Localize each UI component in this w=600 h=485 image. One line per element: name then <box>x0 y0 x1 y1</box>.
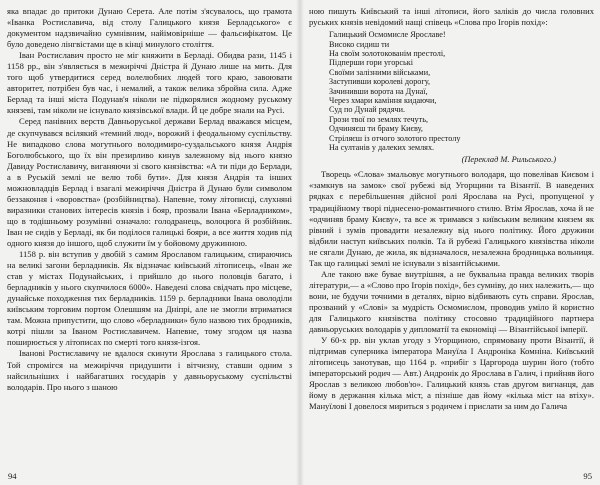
poem-line-2: Високо сидиш ти <box>329 39 390 49</box>
left-paragraph-2: Іван Ростиславич просто не міг княжити в Берладі. Обидва рази, 1145 і 1158 рр., він з'являється в межиріччі Дністра й Дунаю лише на мить. Для того щоб утвердитися серед волелюбних людей того краю, завоювати авторитет, потрібен був час, і немалий, а також велика збройна сила. Адже Берлад та інші міста Подунав'я ніколи не підкорялися жодному руському князеві, там ніколи не існувало князівської влади. Й це добре знали на Русі. <box>7 50 292 116</box>
poem-line-5: Своїми залізними військами, <box>329 67 431 77</box>
right-page <box>300 0 600 485</box>
poem-line-12: Стріляєш із отчого золотого престолу <box>329 133 461 143</box>
right-paragraph-1: Творець «Слова» змальовує могутнього володаря, що повелівав Києвом і «замкнув на замок» свої рубежі від Угорщини та Візантії. В наведених рядках є перебільшення дійсної ролі Ярослава на Русі, пропущеної у традиційному творі піднесено-романтичного стилю. Втім Ярослав, хоча й не «одчиняв браму Києву», та все ж тримався з київським великим князем як рівний і зумів провадити незалежну від нього політику. Його дружини відбили наступ київських полків. Та й рубежі Галицького князівства ніколи не сягали Дунаю, де жила, як відзначалося, незалежна бродницька вольниця. Так що галицькі землі не існували з візантійськими. <box>309 169 594 268</box>
poem-line-7: Зачинивши ворота на Дунаї, <box>329 86 428 96</box>
poem-line-9: Суд по Дунай рядячи. <box>329 105 406 115</box>
poem-line-10: Грози твої по землях течуть, <box>329 114 429 124</box>
poem-line-1: Галицький Осмомисле Ярославе! <box>329 30 446 40</box>
translator-credit: (Переклад М. Рильського.) <box>461 155 556 165</box>
left-paragraph-5: Іванові Ростиславичу не вдалося скинути Ярослава з галицького стола. Той спромігся на межиріччя придушити і вітчизну, ставши одним з найсильніших і найбагатших государів у давньоруському суспільстві володарів. Про нього з шаною <box>7 348 292 392</box>
right-paragraph-3: У 60-х рр. він уклав угоду з Угорщиною, спрямовану проти Візантії, й підтримав суперника імператора Мануїла І Андроніка Комніна. Київський літописець занотував, що 1164 р. «прибіг з Царгорода шурин його (тобто імператорський родич — Авт.) Андронік до Ярослава в Галич, і прийняв його Ярослав з великою любов'ю». Галицький князь став другом вигнанця, дав йому в держання кілька міст, а пізніше дав йому «кілька міст на втіху». Мануїлові І довелося мириться з родичем і прислати за ним до Галича <box>309 335 594 412</box>
left-paragraph-4: 1158 р. він вступив у двобій з самим Ярославом галицьким, спираючись на великі загони берладників. Як відзначає київський літописець, «Іван же став у містах Подунайських, і прийшло до нього половців багато, і берладників у нього скупчилося 6000». Наведені слова свідчать про місцеве, дунайське походження тих берладників. 1159 р. берладники Івана оволоділи київським торговим портом Олешшям на Дніпрі, але не змогли втриматися там. Можна припустити, що слово «берладники» було назвою тих бродників, котрі пішли за Іваном Ростиславичем. Напевне, тому згодом ця назва поширюється у літописах по смерті того князя-ізгоя. <box>7 249 292 348</box>
poem-line-6: Заступивши королеві дорогу, <box>329 77 431 87</box>
poem-line-4: Підперши гори угорські <box>329 58 414 68</box>
poem-line-13: На султанів у далеких землях. <box>329 142 435 152</box>
left-page-number: 94 <box>8 471 17 481</box>
poem-line-11: Одчиняєш ти браму Києву, <box>329 124 423 134</box>
poem-line-3: На своїм золотокованім престолі, <box>329 48 446 58</box>
left-paragraph-1: яка впадає до притоки Дунаю Серета. Але потім з'ясувалось, що грамота «Іванка Ростиславича, від столу Галицького князя Берладського» є документом надзвичайно сумнівним, найімовірніше — фальсифікатом. Це було доведено лінгвістами ще в кінці минулого століття. <box>7 6 292 50</box>
poem-line-8: Через хмари каміння кидаючи, <box>329 95 437 105</box>
right-intro: ною пишуть Київський та інші літописи, його заліків до числа головних руських князів невідомий нащі співець «Слова про Ігорів похід»: <box>309 6 594 28</box>
poem-quote <box>329 30 594 152</box>
right-paragraph-2: Але такою вже бувае внутрішня, а не буквальна правда великих творів літератури,— а «Слово про Ігорів похід», без сумніву, до них належить,— що вони, не будучи точними в деталях, вірно відбивають суть справи. Ярослав, прозваний у «Слові» за мудрість Осмомислом, проводив уміло й користно для Галицького князівства політику стосовно традиційного партнера давньоруських володарів у дипломатії та економіці — Візантійської імперії. <box>309 268 594 335</box>
left-paragraph-3: Серед панівних верств Давньоруської держави Берлад вважався місцем, де скупчувався всілякий «темний люд», ворожий і феодальному суспільству. Не випадково слова могутнього володимиро-суздальського князя Андрія Боголюбського, що їх він презирливо кинув залежному від нього князю Давиду Ростиславичу, виганяючи зі свого князівства: «А ти піди до Берлади, а в Руській землі не велю тобі бути». Для князя Андрія та інших можновладців Берлад і взагалі межиріччя Дністра й Дунаю були символом беззаконня і «воровства» (розбійництва). Напевне, тому літописці, слухняні виразники станових інтересів князів і бояр, прозвали Івана «Берладником», що в тодішньому розумінні означало: голодранець, волоцюга й розбійник. Іван не сидів у Берладі, як би поділося галицькі бояри, а все життя ходив під одного князя до іншого, щоб служити їм у бойовому дружинною. <box>7 116 292 248</box>
right-page-number: 95 <box>583 471 592 481</box>
